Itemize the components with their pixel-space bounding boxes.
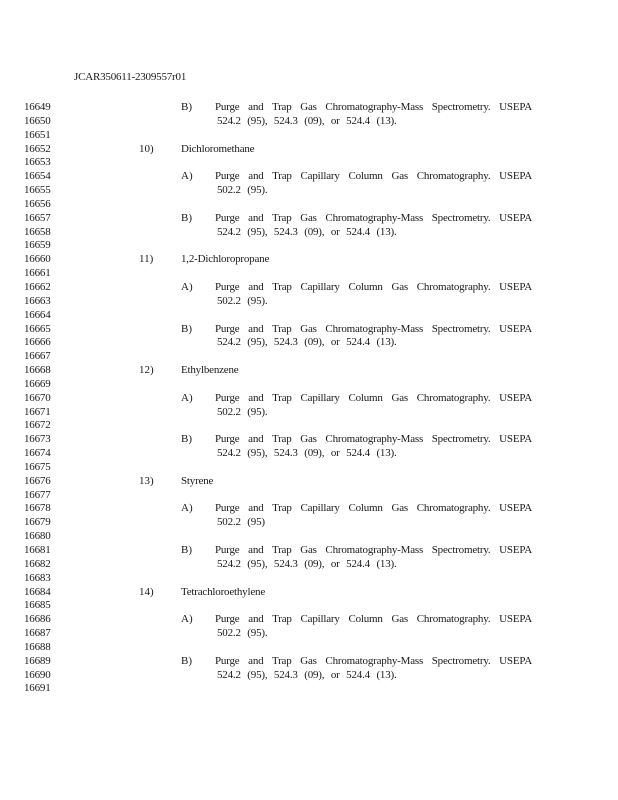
line-number: 16660 [24, 253, 51, 266]
line-number: 16678 [24, 502, 51, 515]
line-number: 16649 [24, 101, 51, 113]
item-letter: A) [181, 613, 193, 626]
line-number: 16674 [24, 447, 51, 460]
document-line [0, 475, 618, 489]
item-text-line2: 524.2 (95), 524.3 (09), or 524.4 (13). [217, 557, 397, 570]
item-text-line1: Purge and Trap Gas Chromatography-Mass Spectrometry. USEPA [215, 101, 532, 113]
item-text-line1: Purge and Trap Gas Chromatography-Mass Spectrometry. USEPA [215, 211, 532, 224]
document-line [0, 336, 618, 350]
item-text-line2: 524.2 (95), 524.3 (09), or 524.4 (13). [217, 114, 397, 127]
section-title: Tetrachloroethylene [181, 585, 265, 598]
document-line [0, 378, 618, 392]
line-number: 16669 [24, 377, 51, 390]
item-letter: B) [181, 211, 192, 224]
document-line [0, 309, 618, 323]
line-number: 16679 [24, 516, 51, 529]
document-line [0, 558, 618, 572]
item-letter: B) [181, 322, 192, 335]
item-text-line1: Purge and Trap Gas Chromatography-Mass Spectrometry. USEPA [215, 654, 532, 667]
line-number: 16675 [24, 460, 51, 473]
item-text-line1: Purge and Trap Capillary Column Gas Chromatography. USEPA [215, 613, 532, 626]
item-text-line1: Purge and Trap Gas Chromatography-Mass Spectrometry. USEPA [215, 322, 532, 335]
line-number: 16651 [24, 128, 51, 141]
line-number: 16690 [24, 668, 51, 681]
document-line [0, 115, 618, 129]
line-number: 16689 [24, 654, 51, 667]
item-letter: B) [181, 654, 192, 667]
item-text-line2: 524.2 (95), 524.3 (09), or 524.4 (13). [217, 668, 397, 681]
item-text-line2: 502.2 (95). [217, 294, 268, 307]
item-text-line2: 502.2 (95) [217, 516, 265, 529]
item-text-line1: Purge and Trap Capillary Column Gas Chromatography. USEPA [215, 391, 532, 404]
document-line [0, 239, 618, 253]
item-text-line1: Purge and Trap Gas Chromatography-Mass Spectrometry. USEPA [215, 544, 532, 556]
line-number: 16688 [24, 640, 51, 653]
line-number: 16652 [24, 142, 51, 155]
item-text-line2: 524.2 (95), 524.3 (09), or 524.4 (13). [217, 447, 397, 460]
item-text-line1: Purge and Trap Capillary Column Gas Chromatography. USEPA [215, 170, 532, 183]
line-number: 16680 [24, 530, 51, 543]
section-number: 14) [139, 585, 154, 598]
item-letter: A) [181, 170, 193, 183]
line-number: 16664 [24, 308, 51, 321]
document-line [0, 129, 618, 143]
line-number: 16650 [24, 114, 51, 127]
line-number: 16665 [24, 322, 51, 335]
document-line [0, 253, 618, 267]
item-text-line1: Purge and Trap Capillary Column Gas Chromatography. USEPA [215, 280, 532, 293]
section-title: 1,2-Dichloropropane [181, 253, 270, 266]
document-line [0, 461, 618, 475]
document-line [0, 627, 618, 641]
section-number: 12) [139, 364, 154, 377]
item-text-line2: 502.2 (95). [217, 184, 268, 197]
document-line [0, 447, 618, 461]
document-line [0, 572, 618, 586]
document-line [0, 101, 618, 115]
line-number: 16657 [24, 211, 51, 224]
document-line [0, 544, 618, 558]
item-text-line2: 502.2 (95). [217, 627, 268, 640]
item-letter: B) [181, 544, 192, 556]
line-number: 16667 [24, 350, 51, 363]
document-line [0, 212, 618, 226]
document-line [0, 502, 618, 516]
line-number: 16683 [24, 571, 51, 584]
line-number: 16670 [24, 391, 51, 404]
line-number: 16672 [24, 419, 51, 432]
line-number: 16661 [24, 267, 51, 280]
line-number: 16676 [24, 474, 51, 487]
line-number: 16666 [24, 336, 51, 349]
line-number: 16662 [24, 280, 51, 293]
line-number: 16681 [24, 544, 51, 556]
document-line [0, 323, 618, 337]
document-line [0, 198, 618, 212]
section-title: Ethylbenzene [181, 364, 239, 377]
document-line [0, 516, 618, 530]
item-text-line1: Purge and Trap Gas Chromatography-Mass Spectrometry. USEPA [215, 433, 532, 446]
line-number: 16691 [24, 682, 51, 695]
document-line [0, 586, 618, 600]
line-number: 16659 [24, 239, 51, 252]
document-line [0, 156, 618, 170]
document-line [0, 170, 618, 184]
line-number: 16653 [24, 156, 51, 169]
document-line [0, 419, 618, 433]
document-line [0, 143, 618, 157]
item-text-line2: 524.2 (95), 524.3 (09), or 524.4 (13). [217, 225, 397, 238]
document-line [0, 226, 618, 240]
section-number: 11) [139, 253, 154, 266]
item-letter: B) [181, 433, 192, 446]
line-number: 16686 [24, 613, 51, 626]
item-text-line2: 524.2 (95), 524.3 (09), or 524.4 (13). [217, 336, 397, 349]
line-number: 16663 [24, 294, 51, 307]
line-number: 16684 [24, 585, 51, 598]
line-number: 16677 [24, 488, 51, 501]
document-line [0, 267, 618, 281]
line-number: 16668 [24, 364, 51, 377]
document-line [0, 281, 618, 295]
item-text-line1: Purge and Trap Capillary Column Gas Chromatography. USEPA [215, 502, 532, 515]
line-number: 16658 [24, 225, 51, 238]
section-number: 13) [139, 474, 154, 487]
document-code: JCAR350611-2309557r01 [74, 71, 187, 83]
document-line [0, 433, 618, 447]
document-line [0, 655, 618, 669]
line-number: 16682 [24, 557, 51, 570]
document-line [0, 682, 618, 696]
document-line [0, 184, 618, 198]
document-line [0, 599, 618, 613]
document-line [0, 364, 618, 378]
section-title: Dichloromethane [181, 142, 255, 155]
line-number: 16687 [24, 627, 51, 640]
document-line [0, 641, 618, 655]
document-line [0, 613, 618, 627]
line-number: 16656 [24, 197, 51, 210]
section-number: 10) [139, 142, 154, 155]
item-letter: A) [181, 391, 193, 404]
document-line [0, 669, 618, 683]
line-number: 16685 [24, 599, 51, 612]
document-line [0, 489, 618, 503]
line-number: 16655 [24, 184, 51, 197]
document-line [0, 350, 618, 364]
item-letter: A) [181, 502, 193, 515]
line-number: 16673 [24, 433, 51, 446]
item-letter: B) [181, 101, 192, 113]
section-title: Styrene [181, 474, 214, 487]
document-line [0, 530, 618, 544]
line-number: 16671 [24, 405, 51, 418]
document-line [0, 406, 618, 420]
line-number: 16654 [24, 170, 51, 183]
document-line [0, 392, 618, 406]
item-text-line2: 502.2 (95). [217, 405, 268, 418]
item-letter: A) [181, 280, 193, 293]
document-line [0, 295, 618, 309]
document-body [0, 101, 618, 696]
